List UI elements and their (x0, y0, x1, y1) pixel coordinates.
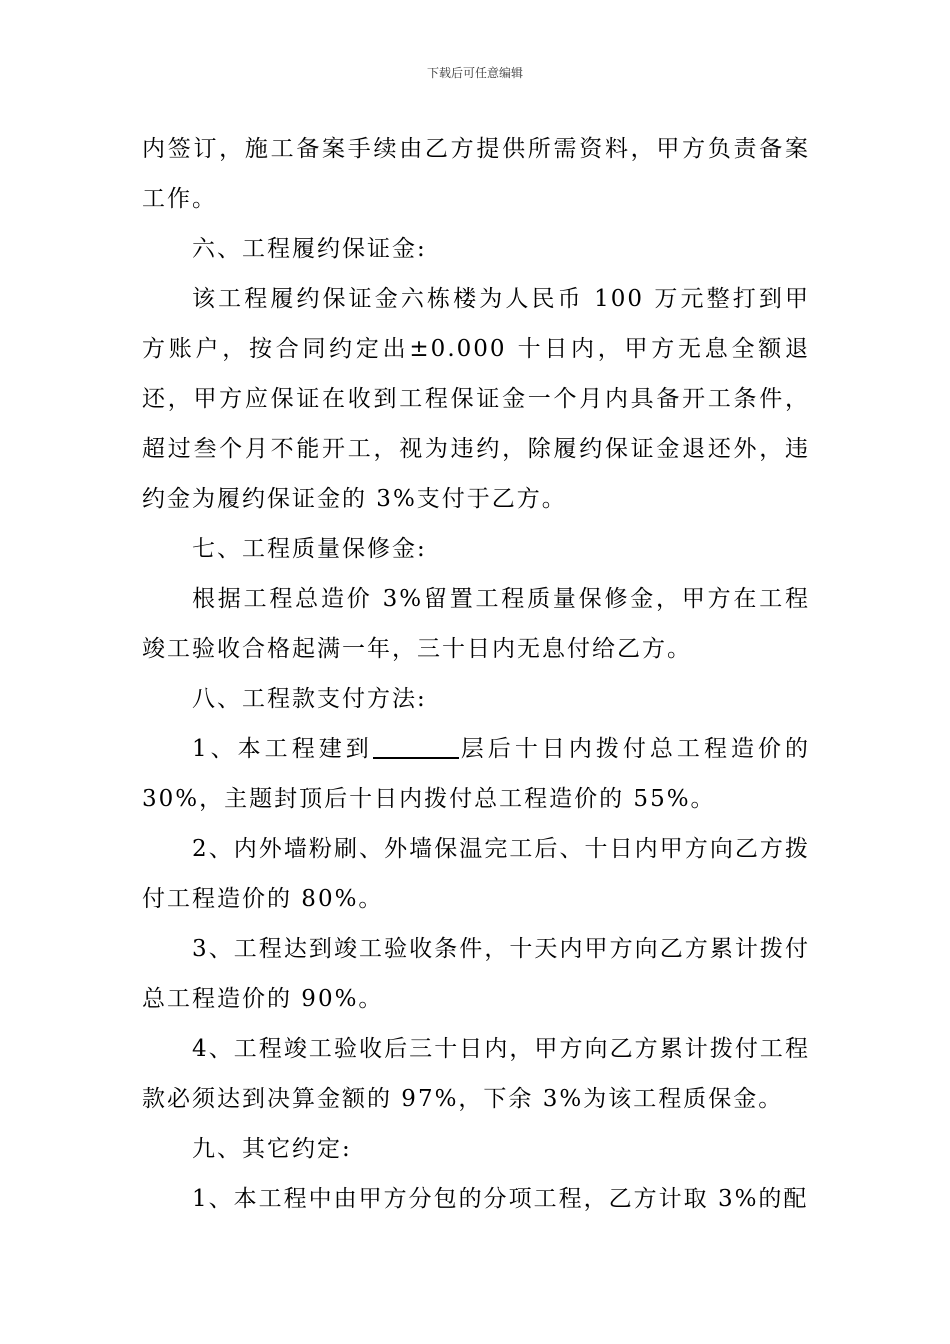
page-header: 下载后可任意编辑 (426, 66, 523, 80)
paragraph-continuation: 内签订，施工备案手续由乙方提供所需资料，甲方负责备案工作。 (142, 136, 810, 212)
paragraph-payment-4: 4、工程竣工验收后三十日内，甲方向乙方累计拨付工程款必须达到决算金额的 97%，下余 3%为该工程质保金。 (142, 1036, 810, 1112)
section-heading-7: 七、工程质量保修金: (192, 536, 427, 562)
paragraph-performance-bond: 该工程履约保证金六栋楼为人民币 100 万元整打到甲方账户，按合同约定出±0.000 十日内，甲方无息全额退还，甲方应保证在收到工程保证金一个月内具备开工条件，超过叁个月不能开工，视为违约，除履约保证金退还外，违约金为履约保证金的 3%支付于乙方。 (142, 286, 810, 512)
paragraph-payment-2: 2、内外墙粉刷、外墙保温完工后、十日内甲方向乙方拨付工程造价的 80%。 (142, 836, 810, 912)
paragraph-warranty: 根据工程总造价 3%留置工程质量保修金，甲方在工程竣工验收合格起满一年，三十日内无息付给乙方。 (142, 586, 810, 662)
paragraph-payment-3: 3、工程达到竣工验收条件，十天内甲方向乙方累计拨付总工程造价的 90%。 (142, 936, 810, 1012)
document-body (142, 124, 810, 1224)
paragraph-other-1: 1、本工程中由甲方分包的分项工程，乙方计取 3%的配 (192, 1186, 809, 1212)
payment-1-after: 层后十日内拨付总工程造价的 30%，主题封顶后十日内拨付总工程造价的 55%。 (142, 736, 810, 812)
payment-1-before: 1、本工程建到 (192, 736, 373, 762)
fill-in-blank (373, 733, 459, 759)
section-heading-9: 九、其它约定: (192, 1136, 352, 1162)
section-heading-8: 八、工程款支付方法: (192, 686, 427, 712)
paragraph-payment-1 (142, 724, 810, 824)
section-heading-6: 六、工程履约保证金: (192, 236, 427, 262)
